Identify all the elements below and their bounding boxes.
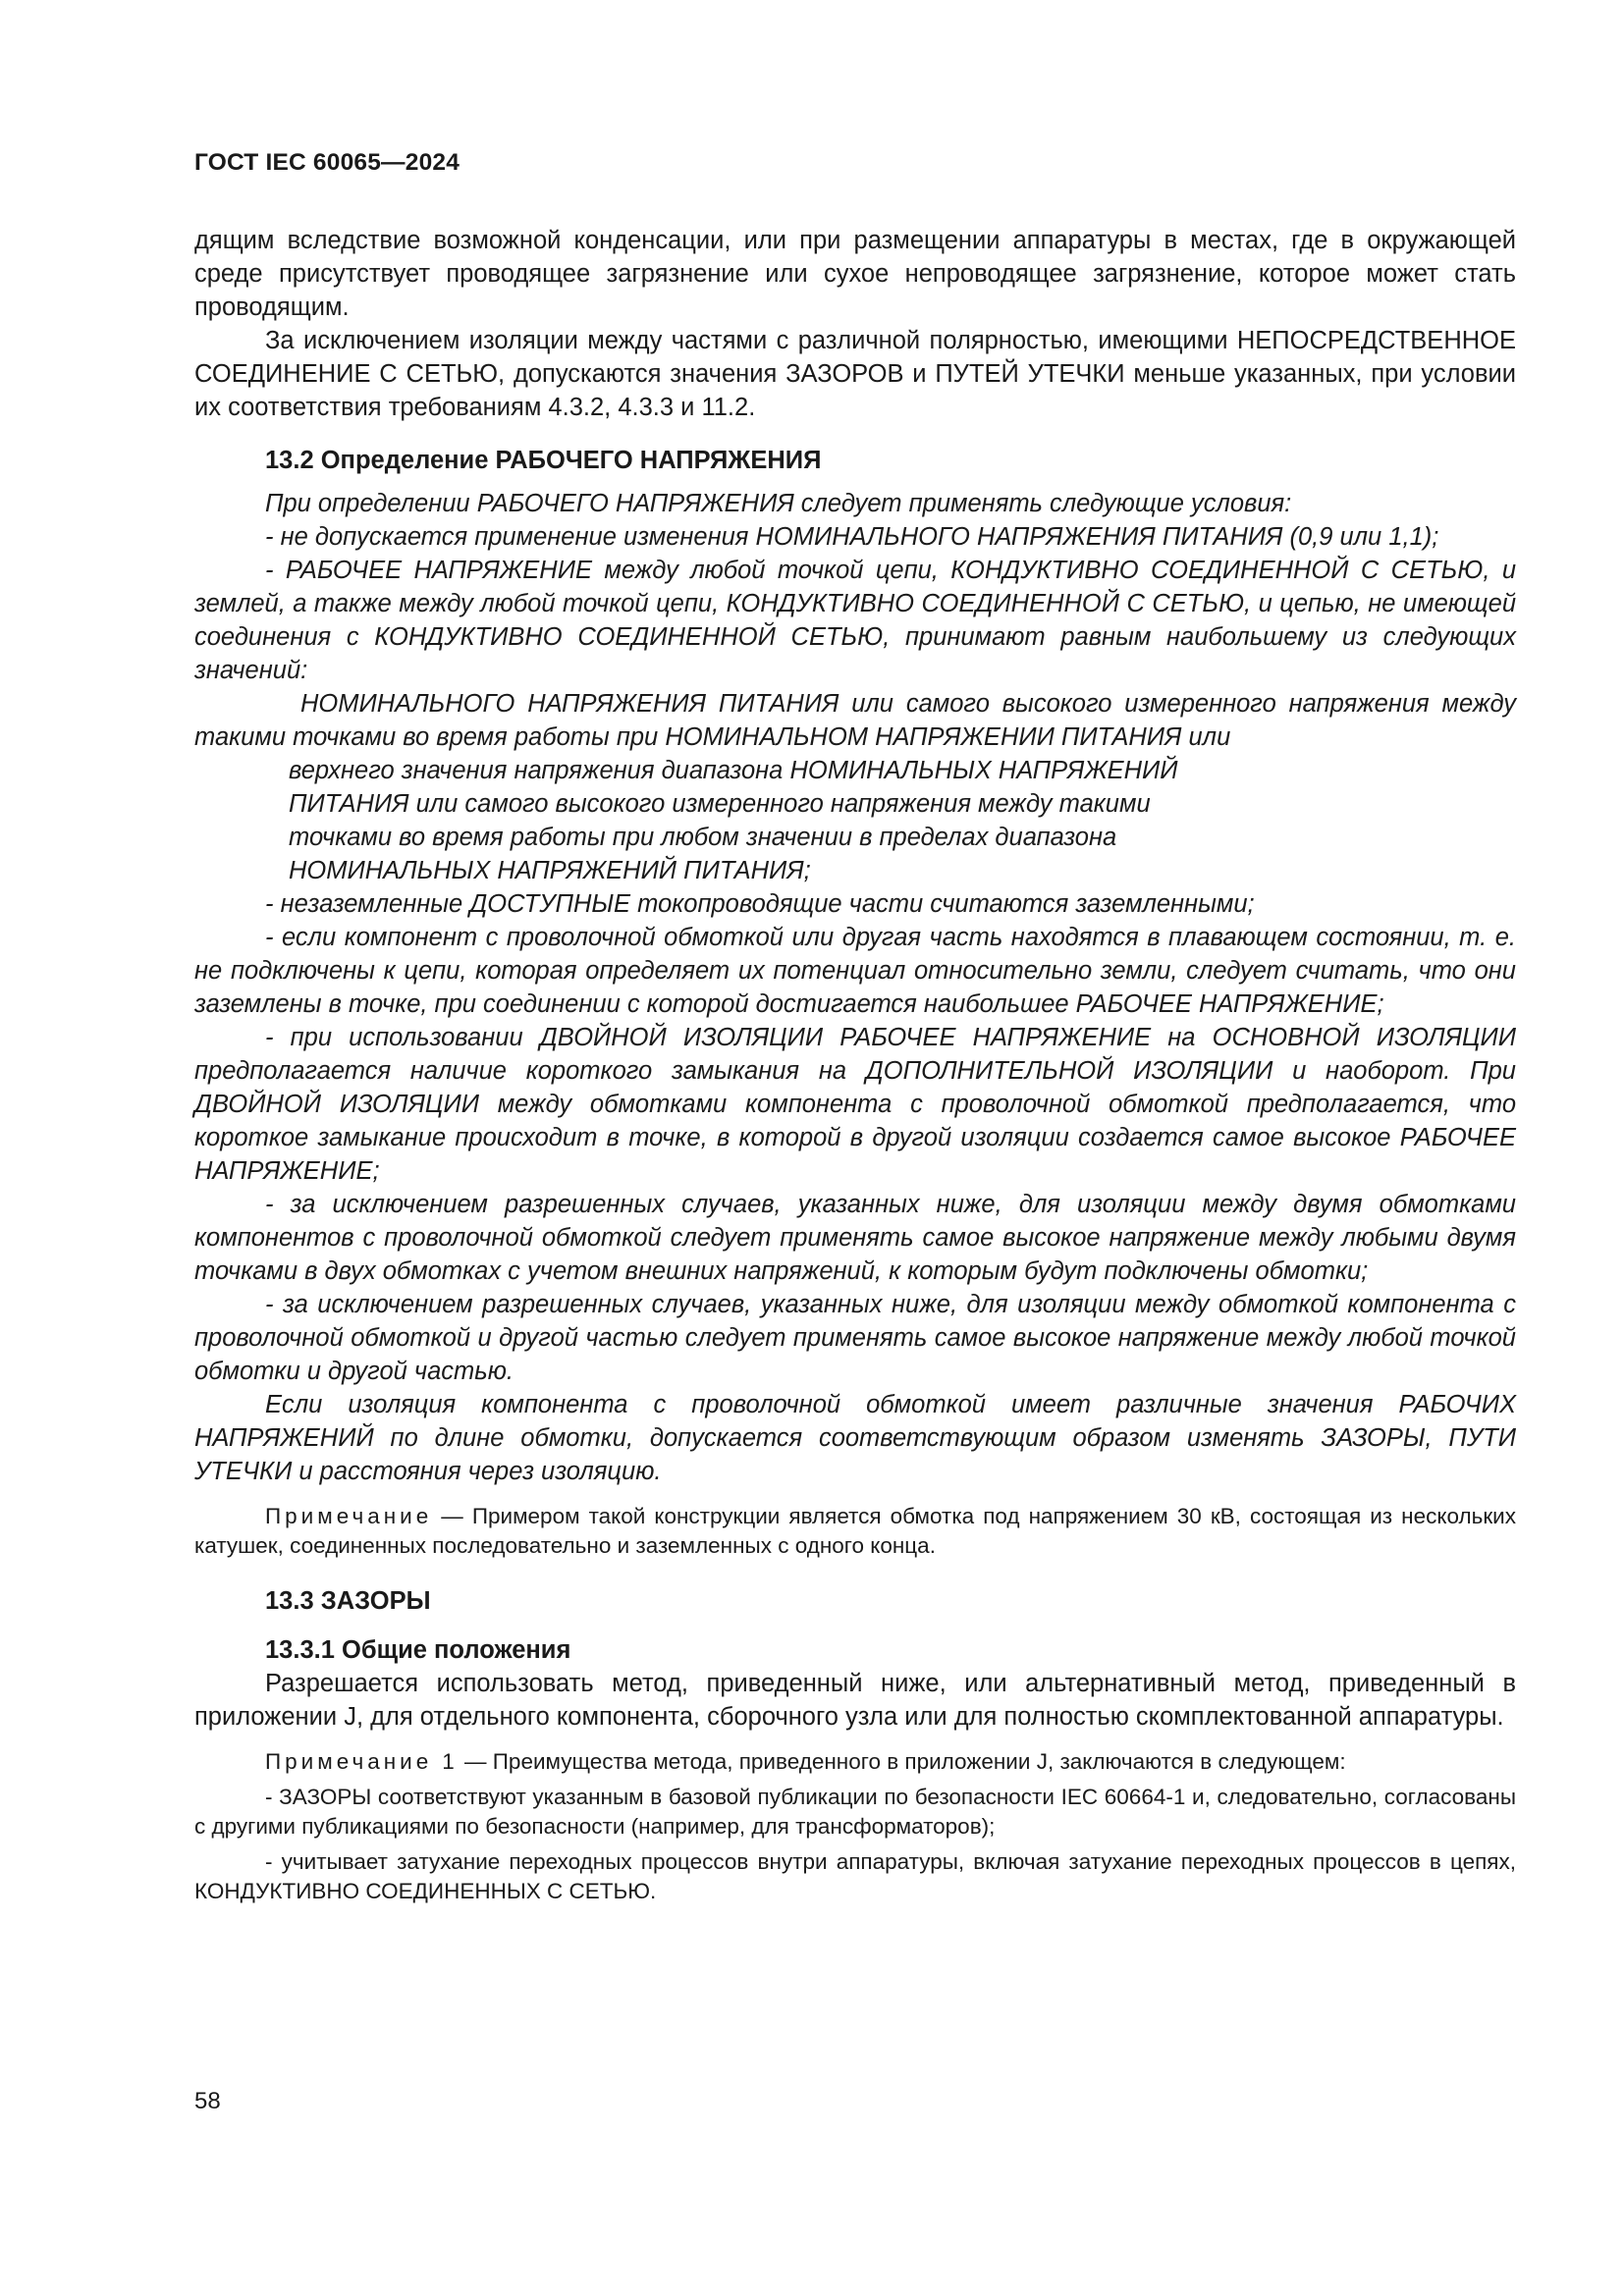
closing-paragraph: Если изоляция компонента с проволочной обмоткой имеет различные значения РАБОЧИХ НАПРЯЖЕНИЙ по длине обмотки, допускается соответствующим образом изменять ЗАЗОРЫ, ПУТИ УТЕЧКИ и расстояния через изоляцию. (194, 1391, 1516, 1485)
note-text: — Примером такой конструкции является обмотка под напряжением 30 кВ, состоящая из нескольких катушек, соединенных последовательно и заземленных с одного конца. (194, 1504, 1516, 1558)
paragraph-exception: За исключением изоляции между частями с различной полярностью, имеющими НЕПОСРЕДСТВЕННОЕ СОЕДИНЕНИЕ С СЕТЬЮ, допускаются значения ЗАЗОРОВ и ПУТЕЙ УТЕЧКИ меньше указанных, при условии их соответствия требованиям 4.3.2, 4.3.3 и 11.2. (194, 327, 1516, 421)
section-heading-13-2: 13.2 Определение РАБОЧЕГО НАПРЯЖЕНИЯ (265, 447, 822, 474)
condition-item-1: - не допускается применение изменения НОМИНАЛЬНОГО НАПРЯЖЕНИЯ ПИТАНИЯ (0,9 или 1,1); (265, 523, 1439, 551)
note-label: Примечание (265, 1504, 433, 1528)
note-text: — Преимущества метода, приведенного в приложении J, заключаются в следующем: (458, 1749, 1346, 1774)
condition-item-2: - РАБОЧЕЕ НАПРЯЖЕНИЕ между любой точкой цепи, КОНДУКТИВНО СОЕДИНЕННОЙ С СЕТЬЮ, и землей, а также между любой точкой цепи, КОНДУКТИВНО СОЕДИНЕННОЙ С СЕТЬЮ, и цепью, не имеющей соединения с КОНДУКТИВНО СОЕДИНЕННОЙ СЕТЬЮ, принимают равным наибольшему из следующих значений: (194, 557, 1516, 684)
note-13-2 (194, 1502, 1516, 1561)
note-label: Примечание (265, 1749, 433, 1774)
note-number: 1 (442, 1749, 459, 1774)
value-option-1: НОМИНАЛЬНОГО НАПРЯЖЕНИЯ ПИТАНИЯ или самого высокого измеренного напряжения между такими точками во время работы при НОМИНАЛЬНОМ НАПРЯЖЕНИИ ПИТАНИЯ или (194, 690, 1516, 751)
value-option-2-line: точками во время работы при любом значении в пределах диапазона (289, 824, 1117, 851)
condition-item-4: - если компонент с проволочной обмоткой или другая часть находятся в плавающем состоянии, т. е. не подключены к цепи, которая определяет их потенциал относительно земли, следует считать, что они заземлены в точке, при соединении с которой достигается наибольшее РАБОЧЕЕ НАПРЯЖЕНИЕ; (194, 924, 1516, 1018)
general-provisions-body: Разрешается использовать метод, приведенный ниже, или альтернативный метод, приведенный в приложении J, для отдельного компонента, сборочного узла или для полностью скомплектованной аппаратуры. (194, 1670, 1516, 1731)
page-number: 58 (194, 2088, 221, 2114)
condition-item-3: - незаземленные ДОСТУПНЫЕ токопроводящие части считаются заземленными; (265, 890, 1255, 918)
value-option-2-line: НОМИНАЛЬНЫХ НАПРЯЖЕНИЙ ПИТАНИЯ; (289, 857, 811, 884)
value-option-2-line: ПИТАНИЯ или самого высокого измеренного напряжения между такими (289, 790, 1151, 818)
condition-item-5: - при использовании ДВОЙНОЙ ИЗОЛЯЦИИ РАБОЧЕЕ НАПРЯЖЕНИЕ на ОСНОВНОЙ ИЗОЛЯЦИИ предполагается наличие короткого замыкания на ДОПОЛНИТЕЛЬНОЙ ИЗОЛЯЦИИ и наоборот. При ДВОЙНОЙ ИЗОЛЯЦИИ между обмотками компонента с проволочной обмоткой предполагается, что короткое замыкание происходит в точке, в которой в другой изоляции создается самое высокое РАБОЧЕЕ НАПРЯЖЕНИЕ; (194, 1024, 1516, 1185)
document-header: ГОСТ IEC 60065—2024 (194, 149, 460, 176)
page-content (194, 224, 1516, 1906)
conditions-intro: При определении РАБОЧЕГО НАПРЯЖЕНИЯ следует применять следующие условия: (265, 490, 1292, 517)
condition-item-6: - за исключением разрешенных случаев, указанных ниже, для изоляции между двумя обмотками компонентов с проволочной обмоткой следует применять самое высокое напряжение между любыми двумя точками в двух обмотках с учетом внешних напряжений, к которым будут подключены обмотки; (194, 1191, 1516, 1285)
subsection-heading-13-3-1: 13.3.1 Общие положения (265, 1636, 571, 1664)
value-option-2-line: верхнего значения напряжения диапазона НОМИНАЛЬНЫХ НАПРЯЖЕНИЙ (289, 757, 1178, 784)
paragraph-continuation: дящим вследствие возможной конденсации, или при размещении аппаратуры в местах, где в окружающей среде присутствует проводящее загрязнение или сухое непроводящее загрязнение, которое может стать проводящим. (194, 227, 1516, 321)
section-heading-13-3: 13.3 ЗАЗОРЫ (265, 1587, 431, 1615)
note-13-3 (194, 1747, 1516, 1777)
condition-item-7: - за исключением разрешенных случаев, указанных ниже, для изоляции между обмоткой компонента с проволочной обмоткой и другой частью следует применять самое высокое напряжение между любой точкой обмотки и другой частью. (194, 1291, 1516, 1385)
note-bullet-2: - учитывает затухание переходных процессов внутри аппаратуры, включая затухание переходных процессов в цепях, КОНДУКТИВНО СОЕДИНЕННЫХ С СЕТЬЮ. (194, 1849, 1516, 1903)
note-bullet-1: - ЗАЗОРЫ соответствуют указанным в базовой публикации по безопасности IEC 60664-1 и, следовательно, согласованы с другими публикациями по безопасности (например, для трансформаторов); (194, 1785, 1516, 1839)
